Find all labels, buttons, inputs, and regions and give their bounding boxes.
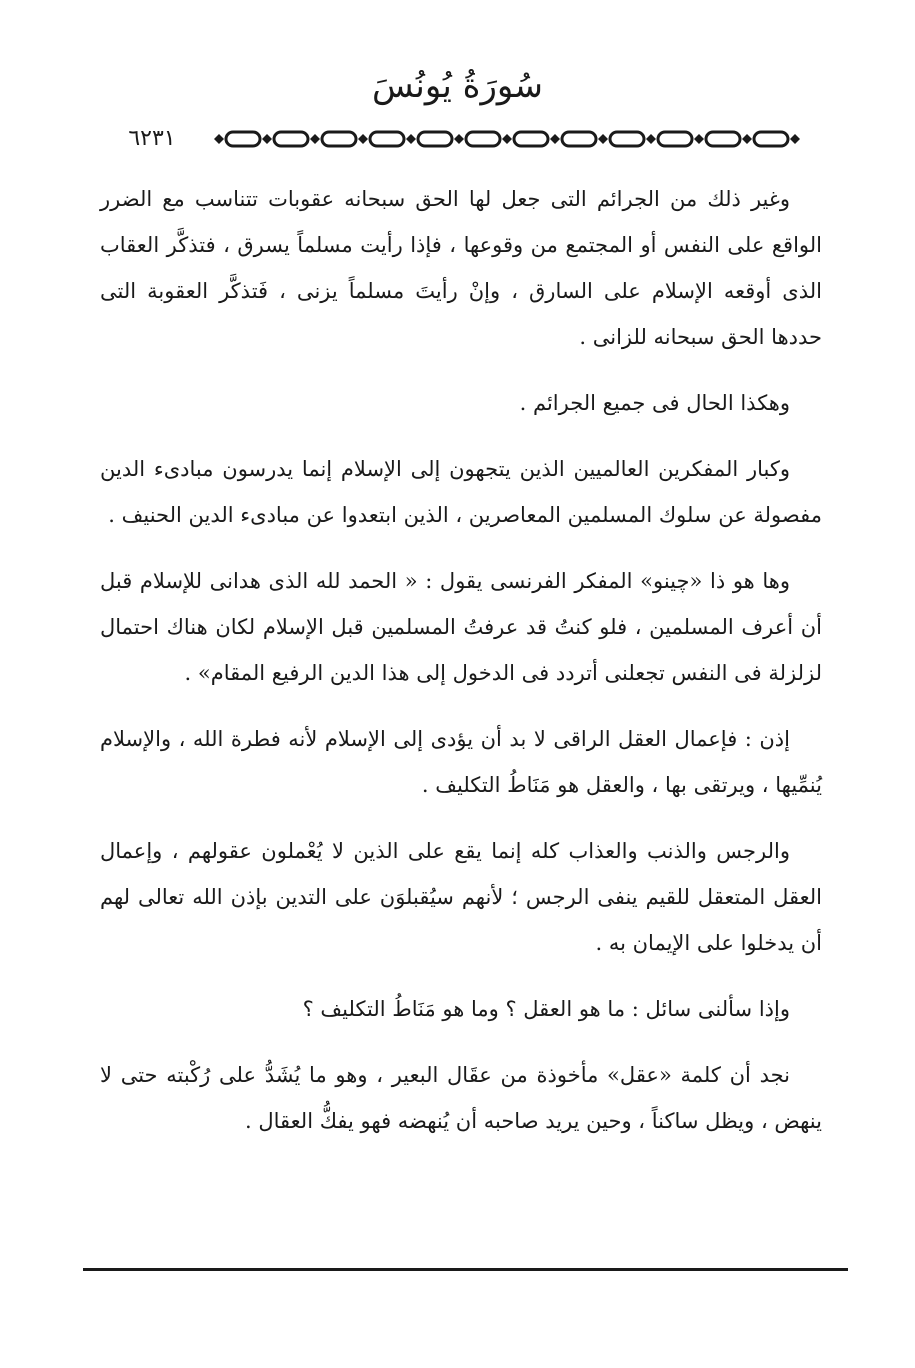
- chain-link-icon: [514, 132, 548, 146]
- chain-link-icon: [610, 132, 644, 146]
- paragraph: وغير ذلك من الجرائم التى جعل لها الحق سبحانه عقوبات تتناسب مع الضرر الواقع على النفس أو المجتمع من وقوعها ، فإذا رأيت مسلماً يسرق ، فتذكَّر العقاب الذى أوقعه الإسلام على السارق ، وإنْ رأيتَ مسلماً يزنى ، فَتذكَّر العقوبة التى حددها الحق سبحانه للزانى .: [100, 187, 822, 349]
- diamond-icon: [454, 134, 464, 144]
- surah-title: سُورَةُ يُونُسَ: [372, 66, 543, 106]
- diamond-icon: [646, 134, 656, 144]
- chain-link-icon: [706, 132, 740, 146]
- diamond-icon: [742, 134, 752, 144]
- chain-link-icon: [322, 132, 356, 146]
- paragraph: إذن : فإعمال العقل الراقى لا بد أن يؤدى إلى الإسلام لأنه فطرة الله ، والإسلام يُنمِّيها ، ويرتقى بها ، والعقل هو مَنَاطُ التكليف .: [100, 727, 822, 797]
- paragraph: وها هو ذا «چينو» المفكر الفرنسى يقول : « الحمد لله الذى هدانى للإسلام قبل أن أعرف المسلمين ، فلو كنتُ قد عرفتُ المسلمين قبل الإسلام لكان هناك احتمال لزلزلة فى النفس تجعلنى أتردد فى الدخول إلى هذا الدين الرفيع المقام» .: [100, 569, 822, 685]
- diamond-icon: [598, 134, 608, 144]
- chain-link-icon: [226, 132, 260, 146]
- diamond-icon: [358, 134, 368, 144]
- page-number: ٦٢٣١: [116, 122, 188, 156]
- diamond-icon: [694, 134, 704, 144]
- footer-rule: [83, 1268, 848, 1271]
- chain-link-icon: [370, 132, 404, 146]
- chain-link-icon: [658, 132, 692, 146]
- chain-link-icon: [466, 132, 500, 146]
- diamond-icon: [790, 134, 800, 144]
- chain-ornament-icon: [78, 122, 838, 156]
- paragraph: والرجس والذنب والعذاب كله إنما يقع على الذين لا يُعْملون عقولهم ، وإعمال العقل المتعقل للقيم ينفى الرجس ؛ لأنهم سيُقبلوَن على التدين بإذن الله تعالى لهم أن يدخلوا على الإيمان به .: [100, 839, 822, 955]
- diamond-icon: [406, 134, 416, 144]
- body-text: [100, 176, 822, 1164]
- chain-link-icon: [562, 132, 596, 146]
- diamond-icon: [310, 134, 320, 144]
- header-ornament-border: [78, 122, 838, 156]
- paragraph: وإذا سألنى سائل : ما هو العقل ؟ وما هو مَنَاطُ التكليف ؟: [302, 997, 790, 1021]
- diamond-icon: [502, 134, 512, 144]
- diamond-icon: [550, 134, 560, 144]
- chain-link-icon: [418, 132, 452, 146]
- paragraph: وكبار المفكرين العالميين الذين يتجهون إلى الإسلام إنما يدرسون مبادىء الدين مفصولة عن سلوك المسلمين المعاصرين ، الذين ابتعدوا عن مبادىء الدين الحنيف .: [100, 457, 822, 527]
- paragraph: نجد أن كلمة «عقل» مأخوذة من عقَال البعير ، وهو ما يُشَدُّ على رُكْبته حتى لا ينهض ، ويظل ساكناً ، وحين يريد صاحبه أن يُنهضه فهو يفكُّ العقال .: [100, 1063, 822, 1133]
- chain-link-icon: [274, 132, 308, 146]
- diamond-icon: [214, 134, 224, 144]
- diamond-icon: [262, 134, 272, 144]
- paragraph: وهكذا الحال فى جميع الجرائم .: [519, 391, 790, 415]
- chain-link-icon: [754, 132, 788, 146]
